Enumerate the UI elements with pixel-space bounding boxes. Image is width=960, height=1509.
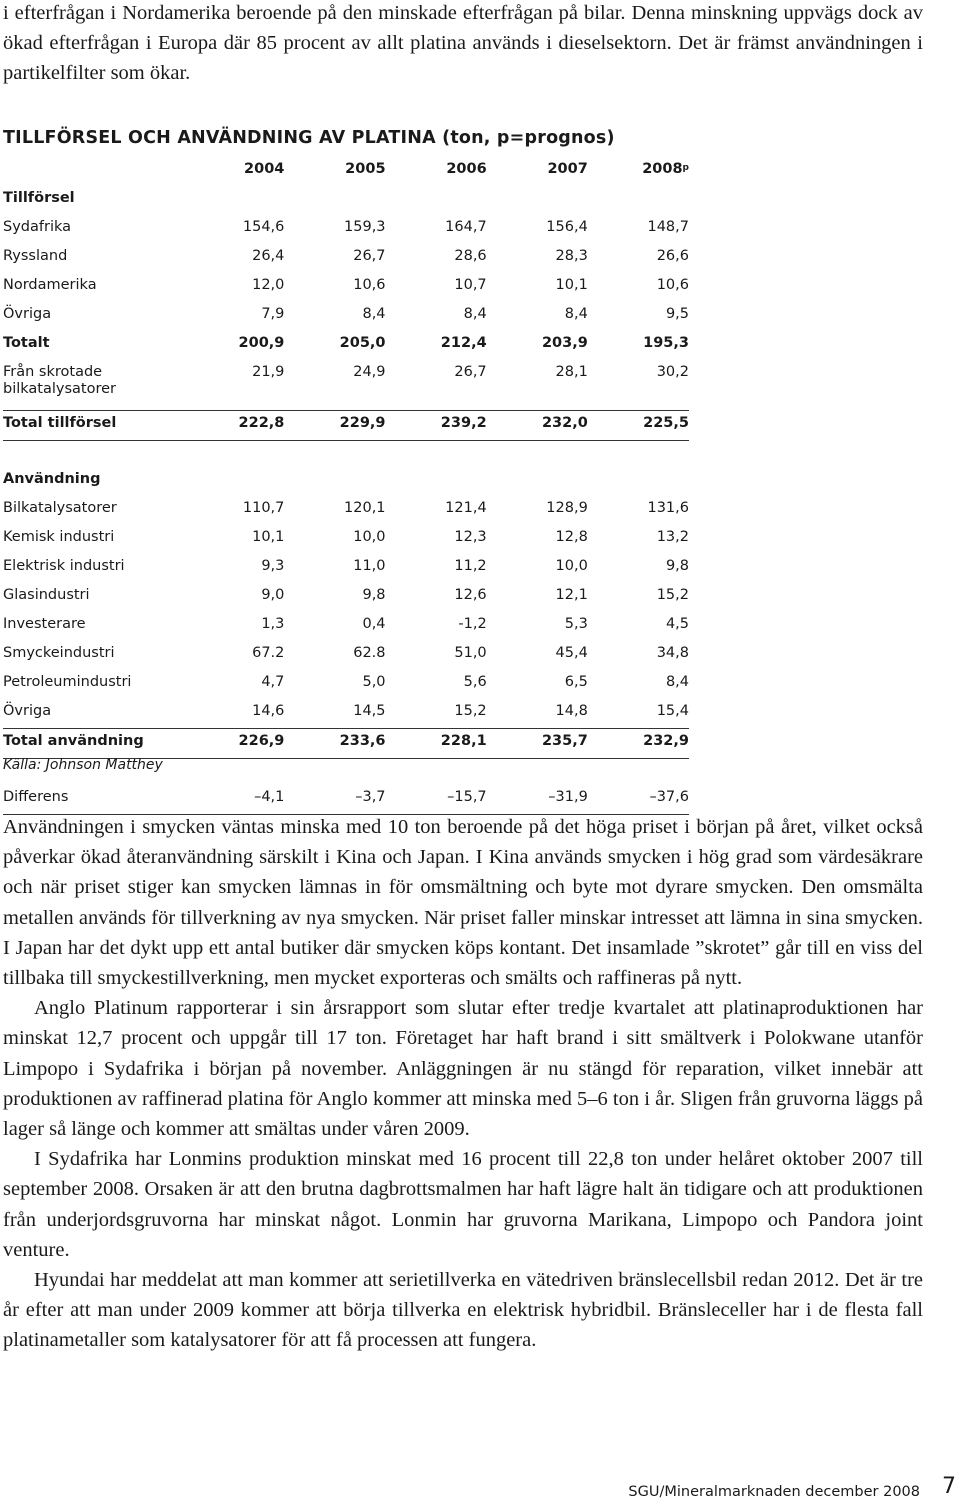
cell-value: 62.8 xyxy=(353,645,386,661)
cell-value: 10,0 xyxy=(353,529,386,545)
table-row xyxy=(3,670,689,699)
cell-value: 10,7 xyxy=(454,277,487,293)
table-header-row xyxy=(3,157,689,186)
cell-value: 228,1 xyxy=(386,729,487,759)
page-footer: SGU/Mineralmarknaden december 2008 xyxy=(628,1484,920,1500)
body-paragraph: I Sydafrika har Lonmins produktion minskat med 16 procent till 22,8 ton under helåret oktober 2007 till september 2008. Orsaken är att den brutna dagbrottsmalmen har haft lägre halt än tidigare och att produktionen från underjordsgruvorna har minskat något. Lonmin har gruvorna Marikana, Limpopo och Pandora joint venture. xyxy=(3,1148,923,1261)
cell-value: 8,4 xyxy=(362,306,386,322)
row-label: Ryssland xyxy=(3,248,68,264)
cell-value: 8,4 xyxy=(463,306,487,322)
total-row xyxy=(3,411,689,441)
header-year-forecast xyxy=(588,157,689,186)
cell-value: 121,4 xyxy=(445,500,487,516)
cell-value: 24,9 xyxy=(353,364,386,380)
row-label: Övriga xyxy=(3,306,52,322)
row-label-line: bilkatalysatorer xyxy=(3,381,116,397)
cell-value: 8,4 xyxy=(564,306,588,322)
cell-value: 9,5 xyxy=(665,306,689,322)
section-heading-row xyxy=(3,186,689,215)
cell-value: 5,3 xyxy=(564,616,588,632)
body-paragraph: Hyundai har meddelat att man kommer att serietillverka en vätedriven bränslecellsbil redan 2012. Det är tre år efter att man under 2009 kommer att börja tillverka en elektrisk hybridbil. Bränsleceller har i de flesta fall platinametaller som katalysatorer för att få processen att fungera. xyxy=(3,1269,923,1352)
table-row xyxy=(3,612,689,641)
section-heading-supply: Tillförsel xyxy=(3,190,75,206)
cell-value: 154,6 xyxy=(242,219,285,235)
table-row xyxy=(3,360,689,411)
table-source: Källa: Johnson Matthey xyxy=(3,757,163,773)
table-title-main: TILLFÖRSEL OCH ANVÄNDNING AV PLATINA xyxy=(3,128,436,148)
cell-value: 0,4 xyxy=(362,616,386,632)
section-heading-row xyxy=(3,467,689,496)
row-label: Bilkatalysatorer xyxy=(3,500,117,516)
table-title-unit: (ton, p=prognos) xyxy=(435,128,615,148)
cell-value: 10,1 xyxy=(252,529,285,545)
row-label: Differens xyxy=(3,785,183,815)
forecast-marker: p xyxy=(682,163,689,173)
table-row xyxy=(3,583,689,612)
cell-value: 14,6 xyxy=(252,703,285,719)
table-row xyxy=(3,496,689,525)
cell-value: 10,0 xyxy=(555,558,588,574)
table-title xyxy=(3,128,615,148)
cell-value: 235,7 xyxy=(487,729,588,759)
row-label: Total tillförsel xyxy=(3,411,183,441)
table-row xyxy=(3,554,689,583)
cell-value: 21,9 xyxy=(252,364,285,380)
cell-value: 5,0 xyxy=(362,674,386,690)
table-row xyxy=(3,641,689,670)
cell-value: 9,3 xyxy=(261,558,285,574)
cell-value: 28,6 xyxy=(454,248,487,264)
cell-value: 159,3 xyxy=(344,219,386,235)
cell-value: 229,9 xyxy=(284,411,385,441)
cell-value: 222,8 xyxy=(183,411,284,441)
header-year: 2006 xyxy=(446,161,487,177)
header-empty xyxy=(3,157,183,186)
body-paragraph: Användningen i smycken väntas minska med 10 ton beroende på det höga priset i början på året, vilket också påverkar ökad återanvändning särskilt i Kina och Japan. I Kina används smycken i hög grad som värdesäkrare och när priset stiger kan smycken lämnas in för omsmältning och byte mot dyrare smycken. Den omsmälta metallen används för tillverkning av nya smycken. När priset faller minskar intresset att lämna in sina smycken. I Japan har det dykt upp ett antal butiker där smycken köps kontant. Det insamlade ”skrotet” går till en viss del tillbaka till smyckestillverkning, men mycket exporteras och smälts och raffineras på nytt. xyxy=(3,816,923,990)
cell-value: 226,9 xyxy=(183,729,284,759)
cell-value: 195,3 xyxy=(643,335,689,351)
row-label: Övriga xyxy=(3,703,52,719)
cell-value: 15,4 xyxy=(656,703,689,719)
cell-value: 156,4 xyxy=(546,219,588,235)
body-paragraph: Anglo Platinum rapporterar i sin årsrapport som slutar efter tredje kvartalet att platinaproduktionen har minskat 12,7 procent och uppgår till 17 ton. Företaget har haft brand i sitt smältverk i Polokwane utanför Limpopo i Sydafrika i början på november. Anläggningen är nu stängd för reparation, vilket innebär att produktionen av raffinerad platina för Anglo kommer att minska med 5–6 ton i år. Sligen från gruvorna läggs på lager så länge och kommer att smältas under våren 2009. xyxy=(3,997,923,1141)
intro-text-block xyxy=(3,0,923,89)
cell-value: 14,8 xyxy=(555,703,588,719)
row-label: Sydafrika xyxy=(3,219,71,235)
cell-value: 4,5 xyxy=(665,616,689,632)
table-row xyxy=(3,302,689,331)
cell-value: 13,2 xyxy=(656,529,689,545)
cell-value: 26,4 xyxy=(252,248,285,264)
cell-value: 225,5 xyxy=(588,411,689,441)
cell-value: 120,1 xyxy=(344,500,386,516)
table-row xyxy=(3,215,689,244)
cell-value: 10,6 xyxy=(353,277,386,293)
cell-value: 26,7 xyxy=(353,248,386,264)
cell-value: 28,3 xyxy=(555,248,588,264)
cell-value: –3,7 xyxy=(284,785,385,815)
cell-value: 12,1 xyxy=(555,587,588,603)
cell-value: 15,2 xyxy=(656,587,689,603)
cell-value: 148,7 xyxy=(647,219,689,235)
section-heading-use: Användning xyxy=(3,471,101,487)
cell-value: –31,9 xyxy=(487,785,588,815)
cell-value: 12,8 xyxy=(555,529,588,545)
cell-value: 10,1 xyxy=(555,277,588,293)
cell-value: 203,9 xyxy=(541,335,588,351)
body-text-block xyxy=(3,812,923,1356)
cell-value: 12,3 xyxy=(454,529,487,545)
spacer-row xyxy=(3,441,689,468)
header-year: 2007 xyxy=(547,161,588,177)
row-label xyxy=(3,360,183,411)
cell-value: 67.2 xyxy=(252,645,285,661)
cell-value: 1,3 xyxy=(261,616,285,632)
row-label: Investerare xyxy=(3,616,86,632)
row-label: Smyckeindustri xyxy=(3,645,115,661)
row-label-line: Från skrotade xyxy=(3,364,103,380)
cell-value: 8,4 xyxy=(665,674,689,690)
table-row xyxy=(3,273,689,302)
cell-value: –15,7 xyxy=(386,785,487,815)
cell-value: 9,0 xyxy=(261,587,285,603)
cell-value: 205,0 xyxy=(339,335,386,351)
cell-value: 233,6 xyxy=(284,729,385,759)
cell-value: 212,4 xyxy=(440,335,487,351)
cell-value: 164,7 xyxy=(445,219,487,235)
cell-value: 26,7 xyxy=(454,364,487,380)
cell-value: 9,8 xyxy=(665,558,689,574)
cell-value: -1,2 xyxy=(458,616,487,632)
cell-value: 51,0 xyxy=(454,645,487,661)
cell-value: 11,0 xyxy=(353,558,386,574)
cell-value: 110,7 xyxy=(242,500,285,516)
cell-value: 128,9 xyxy=(546,500,588,516)
table-body xyxy=(3,186,689,815)
cell-value: 12,0 xyxy=(252,277,285,293)
row-label: Petroleumindustri xyxy=(3,674,132,690)
cell-value: 12,6 xyxy=(454,587,487,603)
cell-value: 7,9 xyxy=(261,306,285,322)
cell-value: 6,5 xyxy=(564,674,588,690)
cell-value: –37,6 xyxy=(588,785,689,815)
cell-value: 28,1 xyxy=(555,364,588,380)
cell-value: –4,1 xyxy=(183,785,284,815)
table-row xyxy=(3,244,689,273)
difference-row xyxy=(3,785,689,815)
header-year-value: 2008 xyxy=(642,161,683,177)
page-number: 7 xyxy=(942,1474,956,1499)
cell-value: 34,8 xyxy=(656,645,689,661)
cell-value: 45,4 xyxy=(555,645,588,661)
cell-value: 10,6 xyxy=(656,277,689,293)
intro-paragraph: i efterfrågan i Nordamerika beroende på den minskade efterfrågan på bilar. Denna minskning uppvägs dock av ökad efterfrågan i Europa där 85 procent av allt platina används i dieselsektorn. Det är främst användningen i partikelfilter som ökar. xyxy=(3,2,923,85)
cell-value: 200,9 xyxy=(238,335,285,351)
total-row xyxy=(3,729,689,759)
cell-value: 232,9 xyxy=(588,729,689,759)
row-label: Total användning xyxy=(3,729,183,759)
cell-value: 15,2 xyxy=(454,703,487,719)
row-label: Elektrisk industri xyxy=(3,558,125,574)
row-label: Totalt xyxy=(3,335,50,351)
cell-value: 239,2 xyxy=(386,411,487,441)
subtotal-row xyxy=(3,331,689,360)
cell-value: 4,7 xyxy=(261,674,285,690)
row-label: Glasindustri xyxy=(3,587,90,603)
cell-value: 5,6 xyxy=(463,674,487,690)
cell-value: 30,2 xyxy=(656,364,689,380)
platinum-supply-demand-table xyxy=(3,157,689,815)
cell-value: 14,5 xyxy=(353,703,386,719)
cell-value: 131,6 xyxy=(647,500,689,516)
row-label: Nordamerika xyxy=(3,277,97,293)
table-row xyxy=(3,699,689,729)
row-label: Kemisk industri xyxy=(3,529,115,545)
header-year: 2004 xyxy=(244,161,285,177)
cell-value: 26,6 xyxy=(656,248,689,264)
header-year: 2005 xyxy=(345,161,386,177)
table-row xyxy=(3,525,689,554)
cell-value: 232,0 xyxy=(487,411,588,441)
cell-value: 11,2 xyxy=(454,558,487,574)
cell-value: 9,8 xyxy=(362,587,386,603)
